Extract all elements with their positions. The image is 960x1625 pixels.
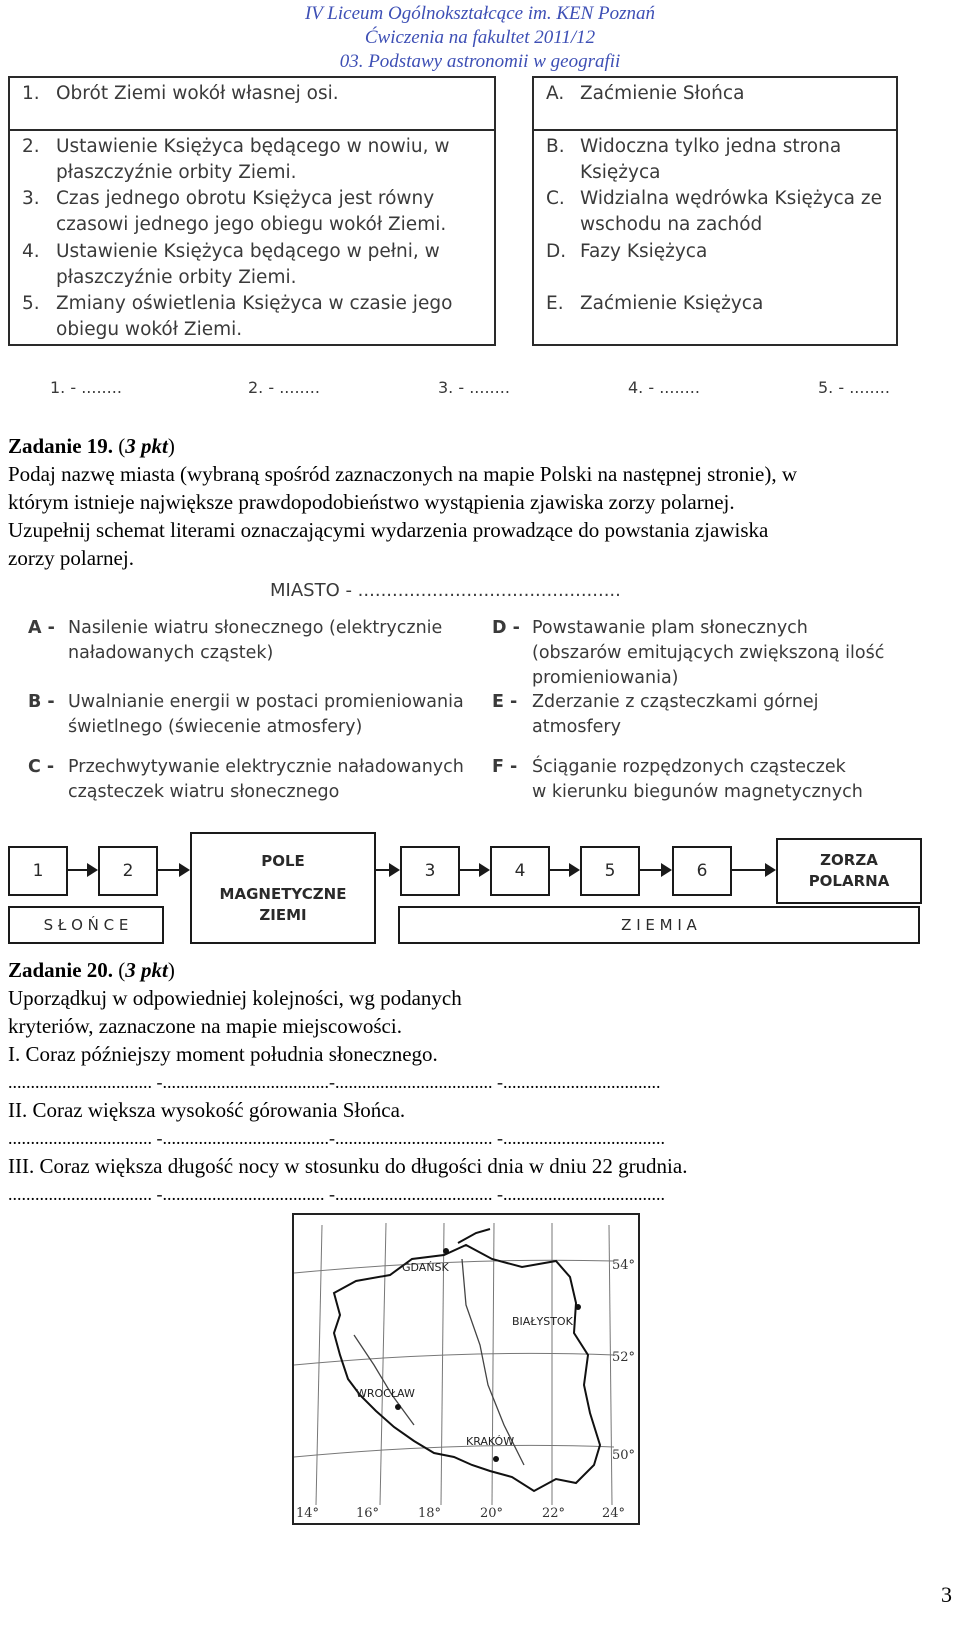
- earth-bar: Z I E M I A: [398, 906, 920, 944]
- list-item: 2. Ustawienie Księżyca będącego w nowiu, w płaszczyźnie orbity Ziemi.: [22, 136, 450, 183]
- list-item: B. Widoczna tylko jedna strona Księżyca: [546, 136, 842, 183]
- lat-label: 50°: [612, 1448, 636, 1463]
- task19-text: Podaj nazwę miasta (wybraną spośród zaznaczonych na mapie Polski na następnej stronie), w: [8, 462, 797, 486]
- list-item: 5. Zmiany oświetlenia Księżyca w czasie jego obiegu wokół Ziemi.: [22, 293, 453, 340]
- arrow-icon: [548, 869, 578, 871]
- schema-box-3[interactable]: 3: [400, 846, 460, 896]
- city-dot: [395, 1404, 401, 1410]
- lon-label: 18°: [418, 1506, 442, 1521]
- list-item: 3. Czas jednego obrotu Księżyca jest równy czasowi jednego jego obiegu wokół Ziemi.: [22, 188, 447, 235]
- list-item: C. Widzialna wędrówka Księżyca ze wschodu na zachód: [546, 188, 882, 235]
- answer-blank-1[interactable]: 1. - ........: [50, 378, 122, 397]
- answer-blank-4[interactable]: 4. - ........: [628, 378, 700, 397]
- sun-bar: S Ł O Ń C E: [8, 906, 164, 944]
- schema-box-5[interactable]: 5: [580, 846, 640, 896]
- matching-right-box: [532, 76, 898, 346]
- answer-line-1[interactable]: ................................ -.....................................-................................... -...................................: [8, 1072, 661, 1092]
- task19-text: zorzy polarnej.: [8, 546, 134, 570]
- list-item: 4. Ustawienie Księżyca będącego w pełni, w płaszczyźnie orbity Ziemi.: [22, 241, 440, 288]
- city-label-wroclaw: WROCŁAW: [356, 1387, 415, 1400]
- criterion-3: III. Coraz większa długość nocy w stosunku do długości dnia w dniu 22 grudnia.: [8, 1154, 688, 1178]
- list-item: 1. Obrót Ziemi wokół własnej osi.: [22, 83, 339, 104]
- answer-blank-2[interactable]: 2. - ........: [248, 378, 320, 397]
- list-item: E. Zaćmienie Księżyca: [546, 293, 764, 314]
- event-d: D - Powstawanie plam słonecznych (obszarów emitujących zwiększoną ilość promieniowania): [492, 618, 885, 688]
- city-label-gdansk: GDAŃSK: [402, 1261, 449, 1274]
- arrow-icon: [66, 869, 96, 871]
- task20-heading: Zadanie 20. (3 pkt): [8, 958, 175, 982]
- schema-box-2[interactable]: 2: [98, 846, 158, 896]
- arrow-icon: [374, 869, 398, 871]
- city-label-krakow: KRAKÓW: [466, 1435, 515, 1448]
- task19-points: 3 pkt: [125, 434, 168, 458]
- magnetic-field-box: POLE MAGNETYCZNE ZIEMI: [190, 832, 376, 944]
- lon-label: 16°: [356, 1506, 380, 1521]
- lon-label: 22°: [542, 1506, 566, 1521]
- task20-points: 3 pkt: [125, 958, 168, 982]
- matching-left-box: [8, 76, 496, 346]
- poland-map: [292, 1213, 640, 1525]
- city-dot: [493, 1456, 499, 1462]
- header-topic: 03. Podstawy astronomii w geografii: [339, 51, 621, 72]
- city-answer-field[interactable]: MIASTO - ..............................................: [270, 580, 621, 601]
- lon-label: 20°: [480, 1506, 504, 1521]
- city-dot: [575, 1304, 581, 1310]
- answer-line-2[interactable]: ................................ -.....................................-................................... -....................................: [8, 1128, 665, 1148]
- schema-box-1[interactable]: 1: [8, 846, 68, 896]
- answer-blank-3[interactable]: 3. - ........: [438, 378, 510, 397]
- task19-heading: Zadanie 19. (3 pkt): [8, 434, 175, 458]
- arrow-icon: [730, 869, 774, 871]
- list-item: D. Fazy Księżyca: [546, 241, 708, 262]
- header-course: Ćwiczenia na fakultet 2011/12: [364, 27, 596, 48]
- lon-label: 14°: [296, 1506, 320, 1521]
- header-school: IV Liceum Ogólnokształcące im. KEN Poznań: [304, 3, 656, 24]
- page-number: 3: [941, 1582, 952, 1607]
- list-item: A. Zaćmienie Słońca: [546, 83, 745, 104]
- schema-box-4[interactable]: 4: [490, 846, 550, 896]
- lat-label: 54°: [612, 1258, 636, 1273]
- arrow-icon: [156, 869, 188, 871]
- event-c: C - Przechwytywanie elektrycznie naładowanych cząsteczek wiatru słonecznego: [28, 757, 464, 802]
- task20-text: Uporządkuj w odpowiedniej kolejności, wg podanych: [8, 986, 462, 1010]
- arrow-icon: [638, 869, 670, 871]
- event-f: F - Ściąganie rozpędzonych cząsteczek w kierunku biegunów magnetycznych: [492, 757, 863, 802]
- schema-box-6[interactable]: 6: [672, 846, 732, 896]
- event-b: B - Uwalnianie energii w postaci promieniowania świetlnego (świecenie atmosfery): [28, 692, 464, 737]
- task19-text: którym istnieje największe prawdopodobieństwo wystąpienia zjawiska zorzy polarnej.: [8, 490, 735, 514]
- task19-title: Zadanie 19.: [8, 434, 114, 458]
- city-label-bialystok: BIAŁYSTOK: [512, 1315, 573, 1328]
- arrow-icon: [458, 869, 488, 871]
- task20-title: Zadanie 20.: [8, 958, 114, 982]
- lon-label: 24°: [602, 1506, 626, 1521]
- map-graphic: [294, 1215, 638, 1523]
- aurora-box: ZORZA POLARNA: [776, 838, 922, 904]
- answer-line-3[interactable]: ................................ -.................................... -................................... -....................................: [8, 1184, 665, 1204]
- answer-blank-5[interactable]: 5. - ........: [818, 378, 890, 397]
- event-a: A - Nasilenie wiatru słonecznego (elektrycznie naładowanych cząstek): [28, 618, 443, 663]
- task19-text: Uzupełnij schemat literami oznaczającymi wydarzenia prowadzące do powstania zjawiska: [8, 518, 769, 542]
- criterion-1: I. Coraz późniejszy moment południa słonecznego.: [8, 1042, 438, 1066]
- city-dot: [443, 1248, 449, 1254]
- event-e: E - Zderzanie z cząsteczkami górnej atmosfery: [492, 692, 819, 737]
- task20-text: kryteriów, zaznaczone na mapie miejscowości.: [8, 1014, 402, 1038]
- lat-label: 52°: [612, 1350, 636, 1365]
- criterion-2: II. Coraz większa wysokość górowania Słońca.: [8, 1098, 406, 1122]
